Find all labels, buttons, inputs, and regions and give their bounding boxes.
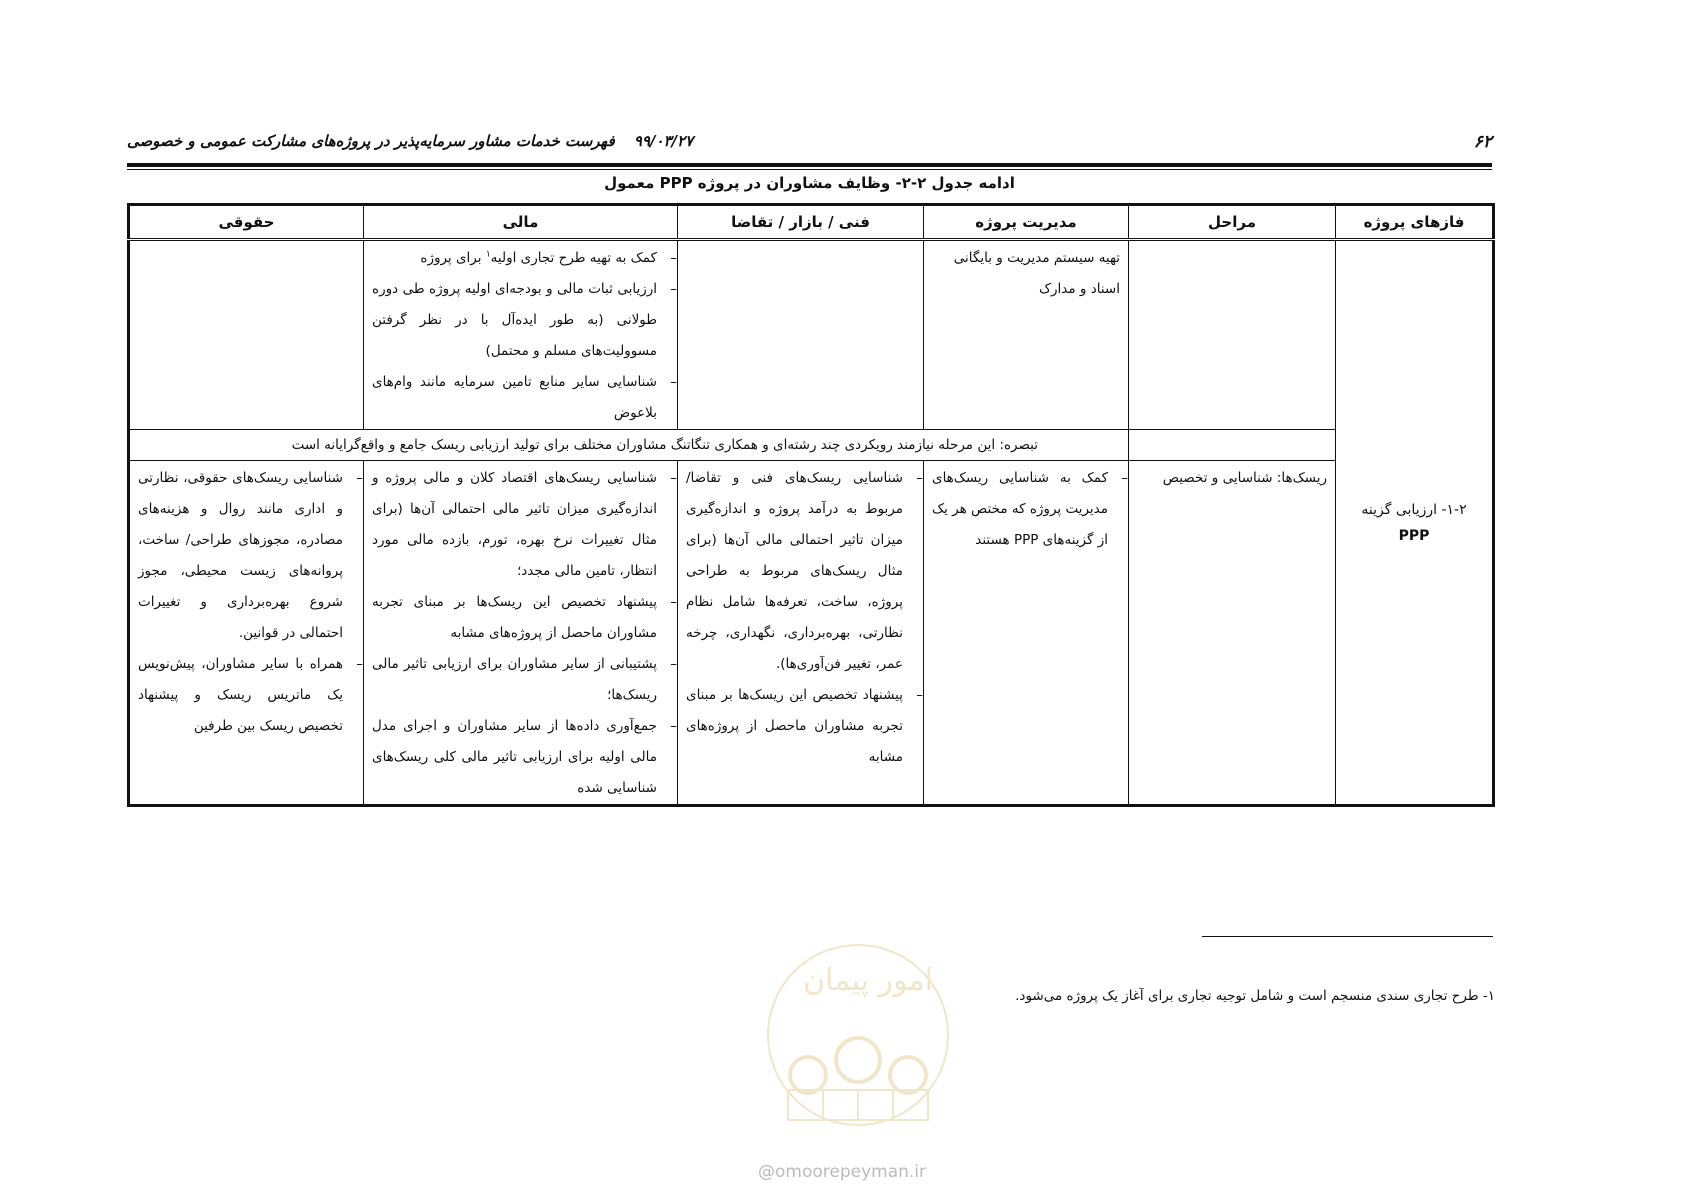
note-row	[129, 430, 1494, 461]
financial-cell	[364, 461, 678, 806]
header-legal: حقوقی	[129, 205, 364, 240]
footnote-mark: ۱	[485, 249, 491, 260]
financial-list	[372, 243, 669, 429]
header-rule-thin	[127, 169, 1492, 170]
header-financial: مالی	[364, 205, 678, 240]
watermark-logo-icon	[748, 940, 968, 1130]
legal-list	[138, 463, 355, 742]
list-item: – پیشنهاد تخصیص این ریسک‌ها بر مبنای تجربه مشاوران ماحصل از پروژه‌های مشابه	[686, 680, 915, 773]
footnote: ۱- طرح تجاری سندی منسجم است و شامل توجیه تجاری برای آغاز یک پروژه می‌شود.	[1015, 988, 1495, 1004]
list-item: – کمک به شناسایی ریسک‌های مدیریت پروژه که مختص هر یک از گزینه‌های PPP هستند	[932, 463, 1120, 556]
document-date: ۹۹/۰۳/۲۷	[633, 132, 694, 150]
financial-list	[372, 463, 669, 804]
list-item: – شناسایی سایر منابع تامین سرمایه مانند وام‌های بلاعوض	[372, 367, 669, 429]
svg-text:امور پیمان: امور پیمان	[803, 963, 933, 998]
list-item: – شناسایی ریسک‌های اقتصاد کلان و مالی پروژه و اندازه‌گیری میزان تاثیر مالی احتمالی آن‌ها (برای مثال تغییرات نرخ بهره، تورم، بازده مالی مورد انتظار، تامین مالی مجدد؛	[372, 463, 669, 587]
technical-cell-empty	[678, 240, 924, 430]
page-number: ۶۲	[1473, 132, 1492, 152]
phase-sub-label: PPP	[1398, 527, 1430, 544]
list-item: – شناسایی ریسک‌های حقوقی، نظارتی و اداری مانند روال و هزینه‌های مصادره، مجوزهای طراحی/ ساخت، پروانه‌های زیست محیطی، مجوز شروع بهره‌برداری و تغییرات احتمالی در قوانین.	[138, 463, 355, 649]
management-list	[932, 463, 1120, 556]
header-phases: فازهای پروژه	[1336, 205, 1494, 240]
watermark-url: @omoorepeyman.ir	[758, 1162, 927, 1182]
list-item: – ارزیابی ثبات مالی و بودجه‌ای اولیه پروژه طی دوره طولانی (به طور ایده‌آل با در نظر گرفتن مسوولیت‌های مسلم و محتمل)	[372, 274, 669, 367]
table-header-row	[129, 205, 1494, 240]
page-header	[127, 132, 1492, 154]
stage-cell	[1129, 461, 1336, 806]
technical-list	[686, 463, 915, 773]
header-management: مدیریت پروژه	[924, 205, 1129, 240]
legal-cell	[129, 461, 364, 806]
header-rule-thick	[127, 163, 1492, 167]
footnote-rule	[1202, 936, 1493, 937]
phase-label: ۱-۲- ارزیابی گزینه	[1361, 501, 1467, 518]
consultant-duties-table	[127, 203, 1495, 807]
list-item: – کمک به تهیه طرح تجاری اولیه$^۱$ برای پروژه	[372, 243, 669, 274]
document-title: فهرست خدمات مشاور سرمایه‌پذیر در پروژه‌های مشارکت عمومی و خصوصی	[127, 132, 615, 150]
note-spacer	[1129, 430, 1336, 461]
list-item: – پشتیبانی از سایر مشاوران برای ارزیابی تاثیر مالی ریسک‌ها؛	[372, 649, 669, 711]
document-title-line	[127, 132, 693, 150]
header-technical: فنی / بازار / تقاضا	[678, 205, 924, 240]
table-row	[129, 240, 1494, 430]
list-item: – پیشنهاد تخصیص این ریسک‌ها بر مبنای تجربه مشاوران ماحصل از پروژه‌های مشابه	[372, 587, 669, 649]
phase-cell	[1336, 240, 1494, 806]
table-row	[129, 461, 1494, 806]
header-stages: مراحل	[1129, 205, 1336, 240]
table-caption: ادامه جدول ۲-۲- وظایف مشاوران در پروژه PPP معمول	[604, 174, 1015, 192]
management-cell	[924, 240, 1129, 430]
legal-cell-empty	[129, 240, 364, 430]
management-cell	[924, 461, 1129, 806]
list-item: – همراه با سایر مشاوران، پیش‌نویس یک ماتریس ریسک و پیشنهاد تخصیص ریسک بین طرفین	[138, 649, 355, 742]
list-item: – جمع‌آوری داده‌ها از سایر مشاوران و اجرای مدل مالی اولیه برای ارزیابی تاثیر مالی کلی ریسک‌های شناسایی شده	[372, 711, 669, 804]
management-text: تهیه سیستم مدیریت و بایگانی اسناد و مدارک	[953, 250, 1120, 297]
list-item: – شناسایی ریسک‌های فنی و تقاضا/ مربوط به درآمد پروژه و اندازه‌گیری میزان تاثیر احتمالی مالی آن‌ها (برای مثال ریسک‌های مربوط به طراحی پروژه، ساخت، تعرفه‌ها شامل نظام نظارتی، بهره‌برداری، نگهداری، چرخه عمر، تغییر فن‌آوری‌ها).	[686, 463, 915, 680]
financial-cell	[364, 240, 678, 430]
technical-cell	[678, 461, 924, 806]
stage-cell-empty	[1129, 240, 1336, 430]
stage-text: ریسک‌ها: شناسایی و تخصیص	[1162, 470, 1327, 486]
note-cell: تبصره: این مرحله نیازمند رویکردی چند رشته‌ای و همکاری تنگاتنگ مشاوران مختلف برای تولید ارزیابی ریسک جامع و واقع‌گرایانه است	[129, 430, 1129, 461]
